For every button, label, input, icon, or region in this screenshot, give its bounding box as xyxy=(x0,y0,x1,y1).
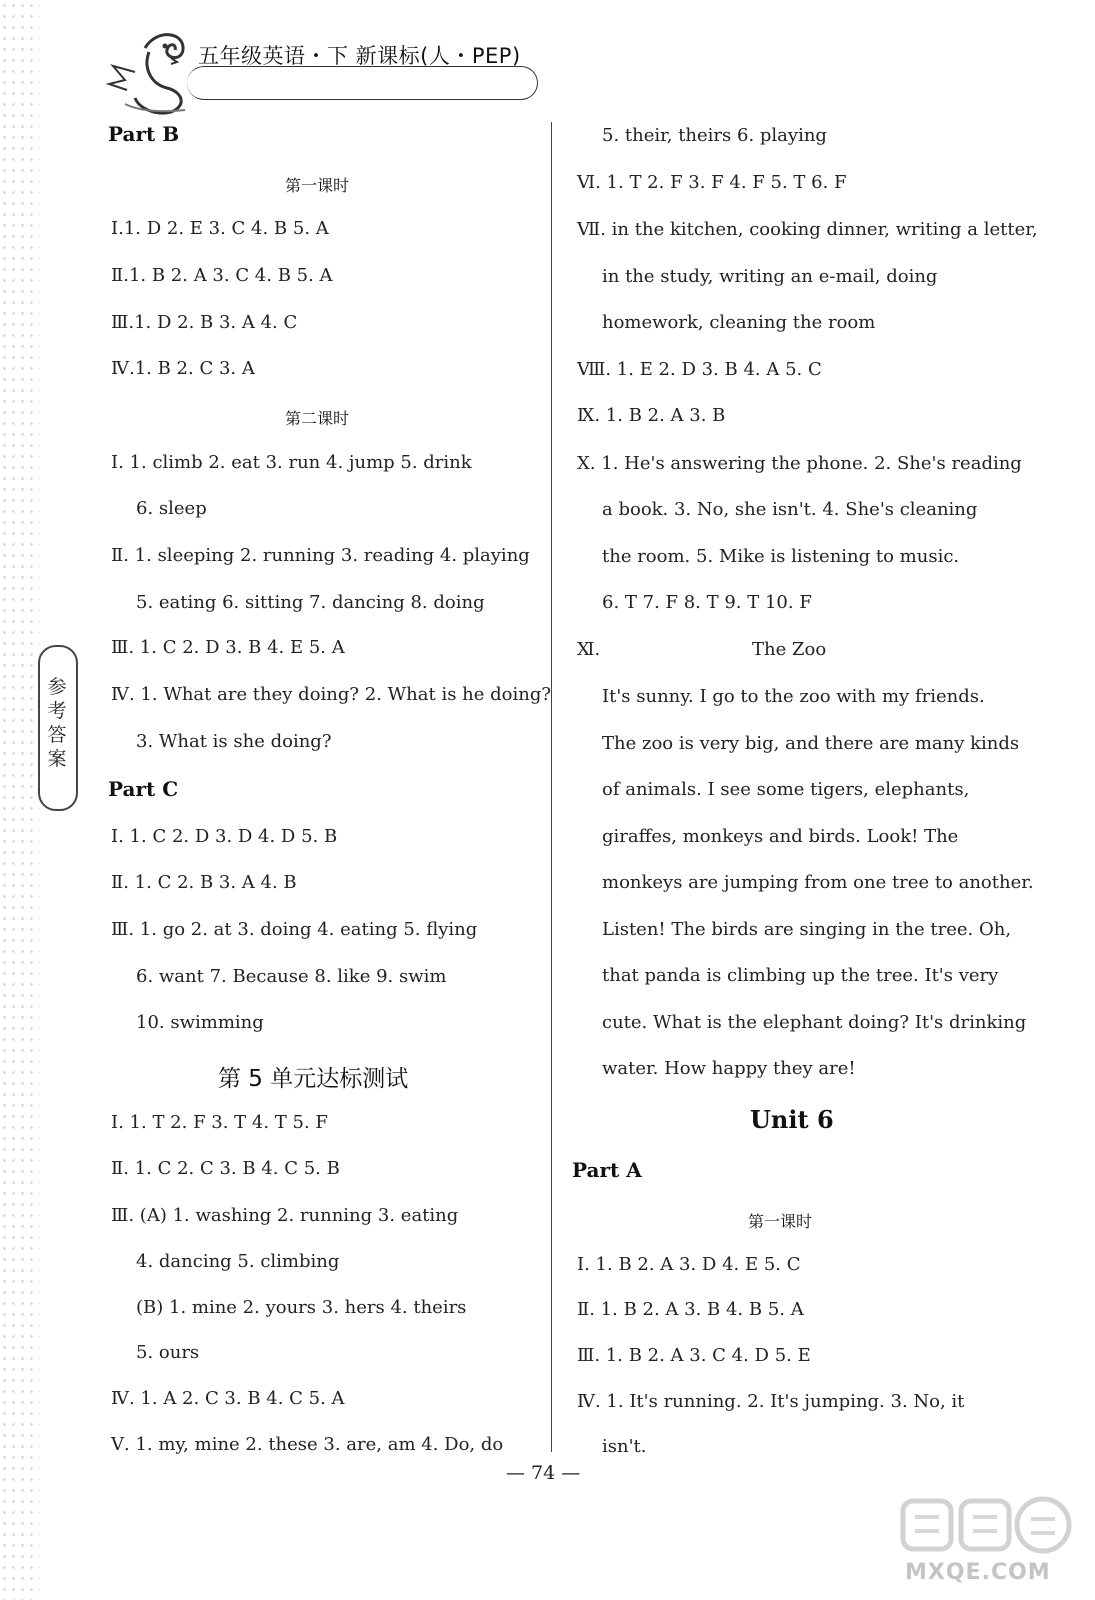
essay-line: monkeys are jumping from one tree to another. xyxy=(602,872,1034,893)
answer-line: Ⅰ. 1. C 2. D 3. D 4. D 5. B xyxy=(111,826,338,847)
part-a-lesson1-heading: 第一课时 xyxy=(748,1212,813,1231)
unit6-heading: Unit 6 xyxy=(750,1105,834,1134)
answer-line: 5. their, theirs 6. playing xyxy=(602,125,827,146)
answer-line: in the study, writing an e-mail, doing xyxy=(602,266,938,287)
margin-dot-pattern xyxy=(0,0,40,1600)
answer-line: Ⅱ.1. B 2. A 3. C 4. B 5. A xyxy=(111,265,333,286)
answer-line: Ⅷ. 1. E 2. D 3. B 4. A 5. C xyxy=(577,359,822,380)
answer-line: 4. dancing 5. climbing xyxy=(136,1251,340,1272)
header-title-bar xyxy=(187,66,538,100)
essay-line: giraffes, monkeys and birds. Look! The xyxy=(602,826,959,847)
answer-line: 5. ours xyxy=(136,1342,200,1363)
answer-line: 6. sleep xyxy=(136,498,207,519)
side-tab-label: 参考答案 xyxy=(47,676,67,770)
answer-line: Ⅲ.1. D 2. B 3. A 4. C xyxy=(111,312,298,333)
answer-line: Ⅱ. 1. C 2. B 3. A 4. B xyxy=(111,872,297,893)
answer-line: Ⅳ. 1. A 2. C 3. B 4. C 5. A xyxy=(111,1388,345,1409)
essay-line: cute. What is the elephant doing? It's drinking xyxy=(602,1012,1027,1033)
answer-line: Ⅱ. 1. B 2. A 3. B 4. B 5. A xyxy=(577,1299,804,1320)
part-a-heading: Part A xyxy=(572,1158,642,1182)
essay-line: Listen! The birds are singing in the tree. Oh, xyxy=(602,919,1012,940)
column-divider xyxy=(551,122,552,1452)
answer-line: Ⅱ. 1. sleeping 2. running 3. reading 4. playing xyxy=(111,545,530,566)
answer-line: 3. What is she doing? xyxy=(136,731,332,752)
answer-line: 6. T 7. F 8. T 9. T 10. F xyxy=(602,592,812,613)
answer-line: Ⅹ. 1. He's answering the phone. 2. She's reading xyxy=(577,453,1022,474)
part-c-heading: Part C xyxy=(108,777,179,801)
answer-line: Ⅸ. 1. B 2. A 3. B xyxy=(577,405,726,426)
essay-line: The zoo is very big, and there are many kinds xyxy=(602,733,1020,754)
page-number: — 74 — xyxy=(506,1462,581,1484)
answer-line: a book. 3. No, she isn't. 4. She's cleaning xyxy=(602,499,978,520)
header-title: 五年级英语・下 新课标(人・PEP) xyxy=(198,44,521,68)
answer-line: homework, cleaning the room xyxy=(602,312,876,333)
answer-line: Ⅳ. 1. It's running. 2. It's jumping. 3. No, it xyxy=(577,1391,965,1412)
answer-line: 6. want 7. Because 8. like 9. swim xyxy=(136,966,447,987)
answer-line: Ⅱ. 1. C 2. C 3. B 4. C 5. B xyxy=(111,1158,340,1179)
answer-line: Ⅰ.1. D 2. E 3. C 4. B 5. A xyxy=(111,218,329,239)
essay-title: The Zoo xyxy=(752,639,827,660)
answer-line: Ⅲ. 1. B 2. A 3. C 4. D 5. E xyxy=(577,1345,811,1366)
section-label: Ⅺ. xyxy=(577,639,601,660)
watermark-site: MXQE.COM xyxy=(905,1560,1051,1585)
answer-line: Ⅰ. 1. climb 2. eat 3. run 4. jump 5. drink xyxy=(111,452,472,473)
answer-line: Ⅳ.1. B 2. C 3. A xyxy=(111,358,255,379)
answer-line: Ⅲ. (A) 1. washing 2. running 3. eating xyxy=(111,1205,459,1226)
essay-line: water. How happy they are! xyxy=(602,1058,856,1079)
answer-line: Ⅰ. 1. B 2. A 3. D 4. E 5. C xyxy=(577,1254,801,1275)
essay-line: that panda is climbing up the tree. It's very xyxy=(602,965,999,986)
part-b-lesson1-heading: 第一课时 xyxy=(285,176,350,195)
part-b-lesson2-heading: 第二课时 xyxy=(285,409,350,428)
answer-line: Ⅴ. 1. my, mine 2. these 3. are, am 4. Do, do xyxy=(111,1434,504,1455)
answer-line: 5. eating 6. sitting 7. dancing 8. doing xyxy=(136,592,485,613)
answer-line: Ⅳ. 1. What are they doing? 2. What is he doing? xyxy=(111,684,552,705)
answer-line: Ⅶ. in the kitchen, cooking dinner, writing a letter, xyxy=(577,219,1038,240)
answer-line: the room. 5. Mike is listening to music. xyxy=(602,546,960,567)
answer-line: isn't. xyxy=(602,1436,647,1457)
answer-line: Ⅲ. 1. C 2. D 3. B 4. E 5. A xyxy=(111,637,345,658)
answer-line: (B) 1. mine 2. yours 3. hers 4. theirs xyxy=(136,1297,467,1318)
answer-line: Ⅵ. 1. T 2. F 3. F 4. F 5. T 6. F xyxy=(577,172,847,193)
unit5-test-heading: 第 5 单元达标测试 xyxy=(218,1066,409,1092)
essay-line: It's sunny. I go to the zoo with my friends. xyxy=(602,686,985,707)
part-b-heading: Part B xyxy=(108,122,180,146)
answer-line: 10. swimming xyxy=(136,1012,264,1033)
essay-line: of animals. I see some tigers, elephants, xyxy=(602,779,970,800)
answer-line: Ⅲ. 1. go 2. at 3. doing 4. eating 5. flying xyxy=(111,919,478,940)
answer-line: Ⅰ. 1. T 2. F 3. T 4. T 5. F xyxy=(111,1112,328,1133)
